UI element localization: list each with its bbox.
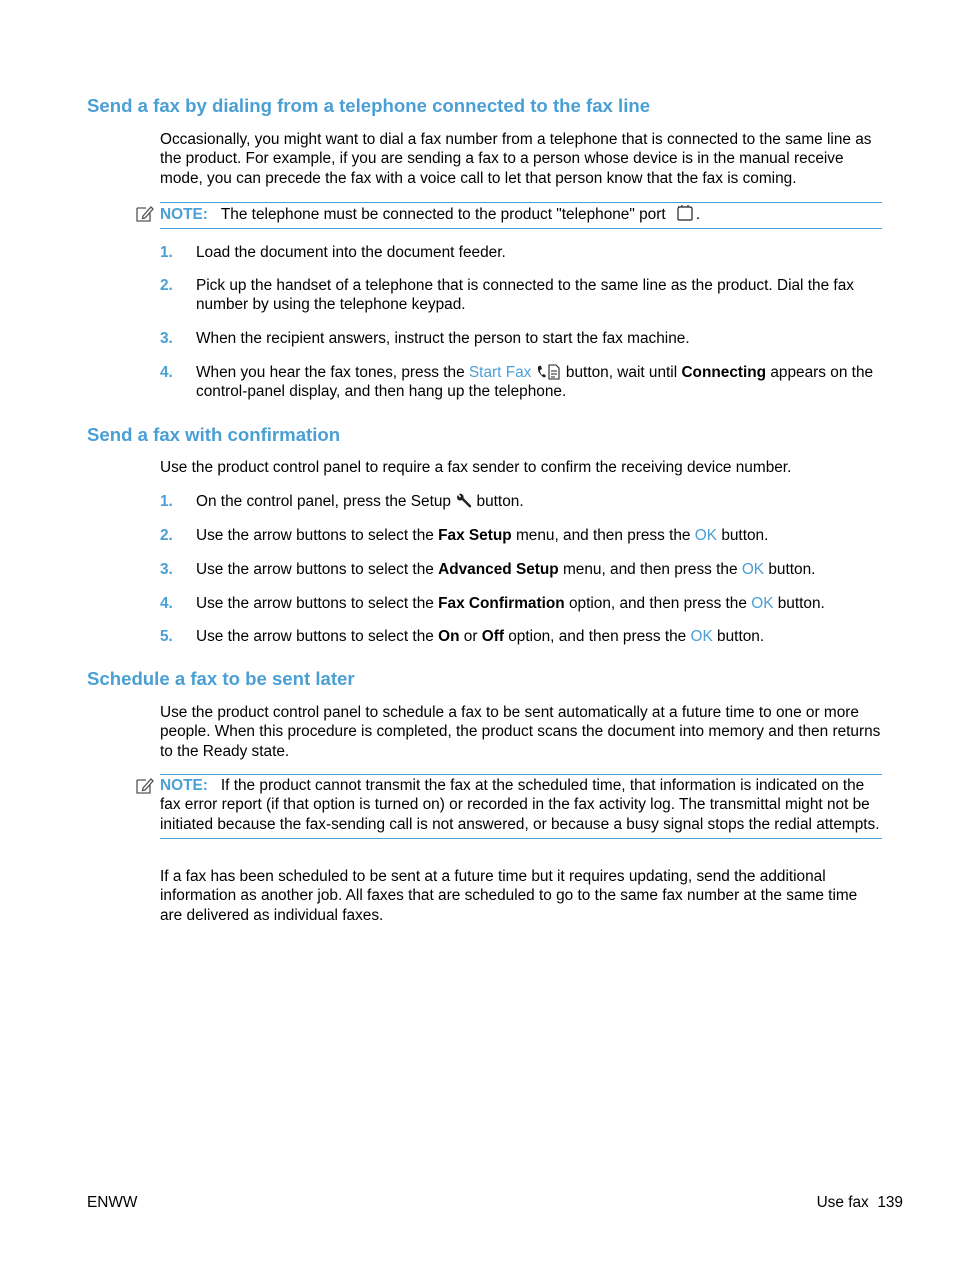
step-number: 4.: [160, 595, 173, 612]
step-text: menu, and then press the: [562, 561, 738, 578]
note-box: [160, 202, 882, 229]
connecting-status: Connecting: [681, 364, 767, 381]
start-fax-icon: [536, 363, 562, 380]
telephone-port-icon: [674, 204, 696, 222]
note-text: If the product cannot transmit the fax at the scheduled time, that information is indicated on the fax error report (if that option is turned on) or recorded in the fax activity log. The transmittal might not be initiated because the fax-sending call is not answered, or because a busy signal stops the redial attempts.: [160, 777, 880, 833]
note-text: The telephone must be connected to the product "telephone" port: [220, 206, 666, 223]
note-box: [160, 774, 882, 839]
step-text: Use the arrow buttons to select the: [196, 527, 434, 544]
step-number: 1.: [160, 244, 173, 261]
start-fax-link: Start Fax: [468, 364, 532, 381]
step-text: When you hear the fax tones, press the: [196, 364, 465, 381]
step-number: 2.: [160, 527, 173, 544]
list-item: [160, 560, 882, 579]
step-text: button, wait until: [565, 364, 678, 381]
list-item: [160, 492, 882, 511]
section-outro: If a fax has been scheduled to be sent at a future time but it requires updating, send the additional information as another job. All faxes that are scheduled to go to the same fax number at the same time are delivered as individual faxes.: [160, 868, 858, 924]
step-text: Use the arrow buttons to select the: [196, 628, 434, 645]
section-intro: Occasionally, you might want to dial a fax number from a telephone that is connected to the same line as the product. For example, if you are sending a fax to a person whose device is in the manual receive mode, you can precede the fax with a voice call to let that person know that the fax is coming.: [160, 131, 872, 187]
step-text: Use the arrow buttons to select the: [196, 561, 434, 578]
step-text: option, and then press the: [508, 628, 687, 645]
step-text: When the recipient answers, instruct the person to start the fax machine.: [196, 330, 690, 347]
step-text: appears on the control-panel display, and then hang up the telephone.: [196, 364, 874, 401]
step-number: 3.: [160, 330, 173, 347]
step-number: 2.: [160, 277, 173, 294]
menu-name: Advanced Setup: [438, 561, 559, 578]
list-item: [160, 363, 882, 402]
note-pencil-icon: [135, 776, 154, 795]
list-item: [160, 243, 882, 262]
ok-link: OK: [694, 527, 718, 544]
list-item: [160, 627, 882, 646]
list-item: [160, 594, 882, 613]
step-text: button.: [777, 595, 825, 612]
note-pencil-icon: [135, 204, 154, 223]
section-heading-dial-from-phone: Send a fax by dialing from a telephone connected to the fax line: [87, 95, 651, 116]
step-text: button.: [768, 561, 816, 578]
ok-link: OK: [690, 628, 713, 645]
step-text: On the control panel, press the Setup: [196, 493, 451, 510]
step-text: menu, and then press the: [515, 527, 691, 544]
step-text: button.: [717, 628, 765, 645]
section-intro: Use the product control panel to require a fax sender to confirm the receiving device number.: [160, 459, 792, 476]
step-text: Load the document into the document feeder.: [196, 244, 506, 261]
note-label: NOTE:: [160, 206, 208, 223]
ok-link: OK: [751, 595, 774, 612]
step-number: 1.: [160, 493, 173, 510]
option-off: Off: [481, 628, 504, 645]
step-number: 3.: [160, 561, 173, 578]
step-text: button.: [721, 527, 769, 544]
list-item: [160, 526, 882, 545]
step-number: 5.: [160, 628, 173, 645]
step-text: Pick up the handset of a telephone that is connected to the same line as the product. Dial the fax number by using the telephone keypad.: [196, 277, 854, 314]
list-item: [160, 276, 882, 315]
note-end: .: [695, 206, 701, 223]
footer-left: ENWW: [87, 1194, 138, 1211]
step-text: or: [463, 628, 478, 645]
page-number: 139: [877, 1194, 903, 1211]
note-label: NOTE:: [160, 777, 208, 794]
wrench-icon: [455, 492, 472, 509]
step-text: button.: [476, 493, 524, 510]
option-on: On: [438, 628, 460, 645]
footer-section: Use fax: [816, 1194, 869, 1211]
section-heading-confirmation: Send a fax with confirmation: [87, 424, 341, 445]
section-intro: Use the product control panel to schedule a fax to be sent automatically at a future time to one or more people. When this procedure is completed, the product scans the document into memory and then returns to the Ready state.: [160, 704, 881, 760]
step-text: Use the arrow buttons to select the: [196, 595, 434, 612]
menu-name: Fax Setup: [438, 527, 512, 544]
step-number: 4.: [160, 364, 173, 381]
list-item: [160, 329, 882, 348]
footer-right: [817, 1193, 903, 1212]
section-heading-schedule: Schedule a fax to be sent later: [87, 668, 355, 689]
option-name: Fax Confirmation: [438, 595, 565, 612]
ok-link: OK: [741, 561, 765, 578]
step-text: option, and then press the: [568, 595, 747, 612]
